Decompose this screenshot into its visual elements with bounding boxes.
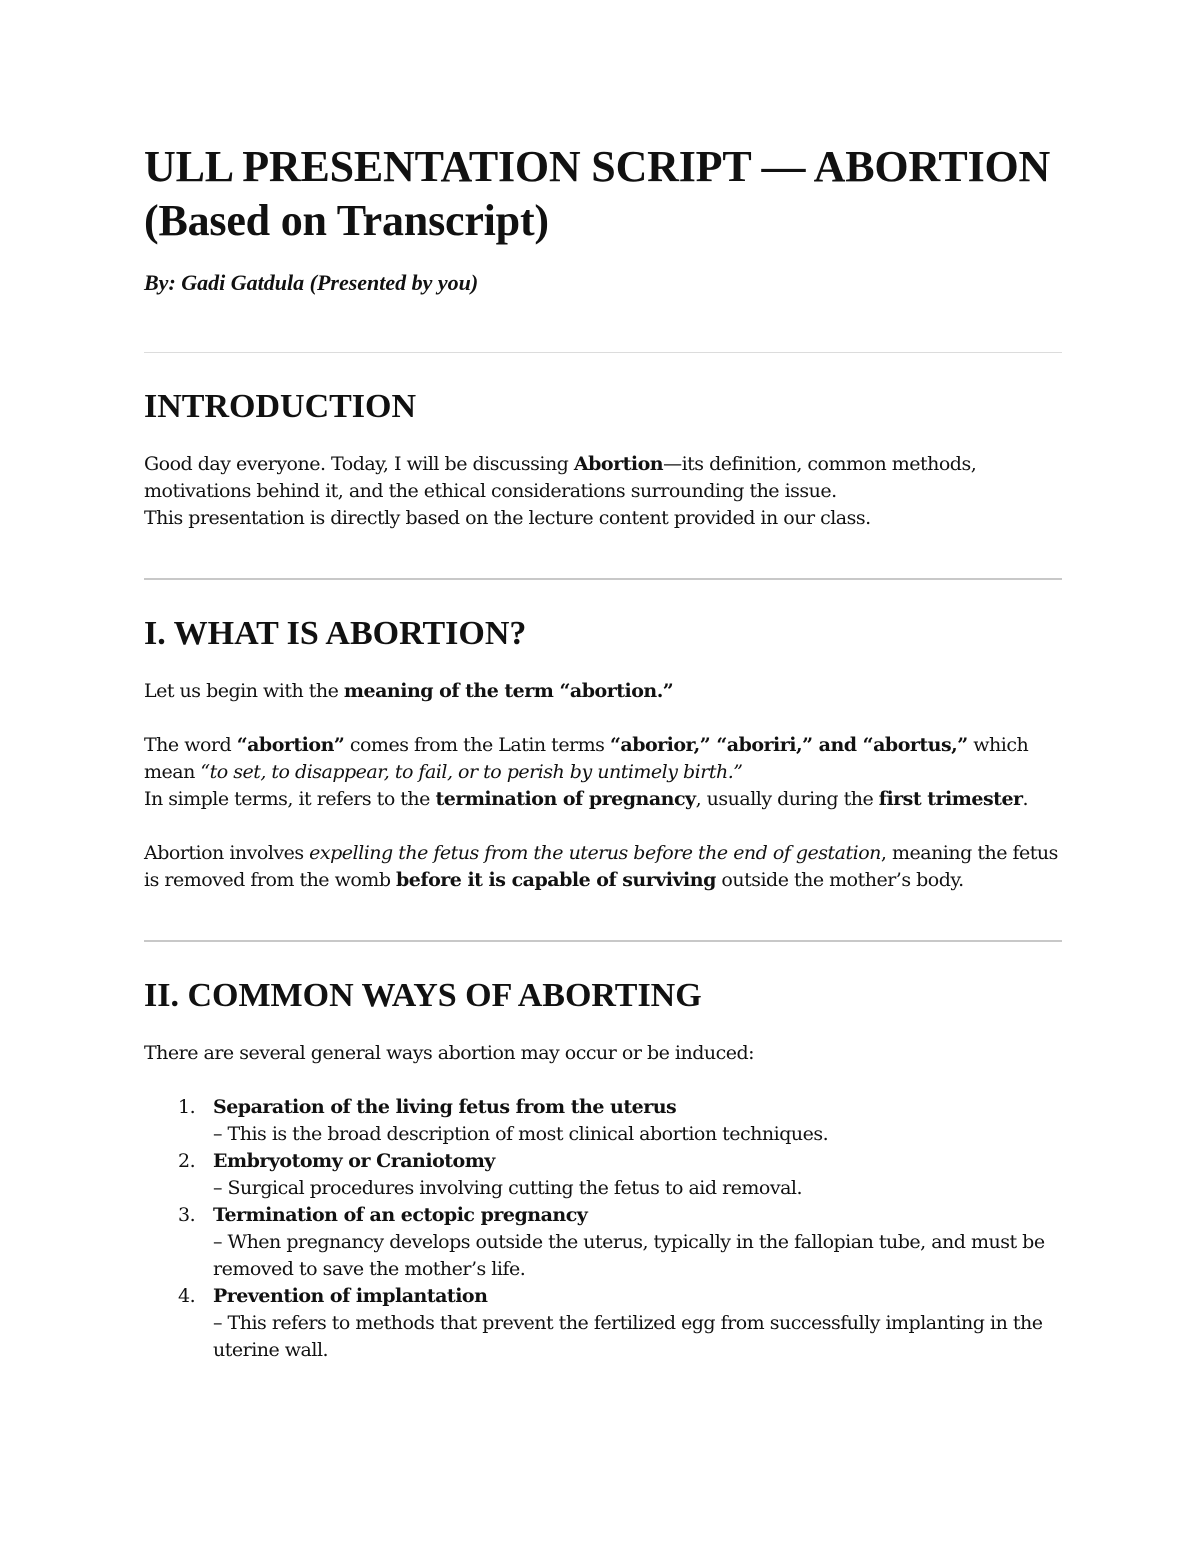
text-span: comes from the Latin terms	[344, 734, 610, 756]
list-item	[144, 1094, 1062, 1148]
list-item-title: Termination of an ectopic pregnancy	[213, 1204, 588, 1226]
bold-text: first trimester	[878, 788, 1023, 810]
paragraph	[144, 451, 1062, 532]
paragraph: There are several general ways abortion may occur or be induced:	[144, 1042, 755, 1064]
divider	[144, 940, 1062, 942]
list-item-description: – This refers to methods that prevent the fertilized egg from successfully implanting in the uterine wall.	[213, 1312, 1043, 1361]
document-page	[144, 140, 1062, 1364]
text-span: The word	[144, 734, 237, 756]
text-span: —its definition, common methods, motivations behind it, and the ethical considerations surrounding the issue.	[144, 453, 977, 502]
section-heading: II. COMMON WAYS OF ABORTING	[144, 977, 702, 1014]
text-span: , usually during the	[695, 788, 879, 810]
list-number: 3.	[178, 1204, 196, 1226]
divider	[144, 578, 1062, 580]
byline: By: Gadi Gatdula (Presented by you)	[144, 270, 479, 295]
list-item	[144, 1202, 1062, 1283]
section-common-ways	[144, 976, 1062, 1364]
bold-text: before it is capable of surviving	[396, 869, 716, 891]
bold-text: Abortion	[573, 453, 664, 475]
methods-list	[144, 1094, 1062, 1364]
bold-text: “abortion”	[236, 734, 345, 756]
section-introduction	[144, 387, 1062, 532]
list-item	[144, 1283, 1062, 1364]
list-number: 4.	[178, 1285, 196, 1307]
list-item-description: – This is the broad description of most clinical abortion techniques.	[213, 1123, 829, 1145]
section-what-is-abortion	[144, 614, 1062, 894]
italic-text: “to set, to disappear, to fail, or to perish by untimely birth.”	[200, 761, 743, 783]
text-span: Abortion involves	[144, 842, 310, 864]
section-heading: I. WHAT IS ABORTION?	[144, 615, 527, 652]
section-heading: INTRODUCTION	[144, 388, 417, 425]
italic-text: expelling the fetus from the uterus before the end of gestation	[309, 842, 881, 864]
text-span: Good day everyone. Today, I will be discussing	[144, 453, 574, 475]
list-item-title: Separation of the living fetus from the uterus	[213, 1096, 677, 1118]
list-item-description: – Surgical procedures involving cutting the fetus to aid removal.	[213, 1177, 803, 1199]
bold-text: “aborior,” “aboriri,” and “abortus,”	[609, 734, 968, 756]
text-span: outside the mother’s body.	[715, 869, 964, 891]
paragraph	[144, 732, 1062, 813]
text-span: Let us begin with the	[144, 680, 344, 702]
list-item-title: Embryotomy or Craniotomy	[213, 1150, 495, 1172]
paragraph	[144, 678, 1062, 705]
list-item-title: Prevention of implantation	[213, 1285, 488, 1307]
paragraph	[144, 840, 1062, 894]
list-item	[144, 1148, 1062, 1202]
text-span: which mean	[144, 734, 1029, 783]
list-item-description: – When pregnancy develops outside the uterus, typically in the fallopian tube, and must be removed to save the mother’s life.	[213, 1231, 1045, 1280]
text-span: .	[1022, 788, 1029, 810]
text-span: In simple terms, it refers to the	[144, 788, 436, 810]
document-title: ULL PRESENTATION SCRIPT — ABORTION (Based on Transcript)	[144, 142, 1051, 245]
text-span: This presentation is directly based on the lecture content provided in our class.	[144, 507, 871, 529]
list-number: 2.	[178, 1150, 196, 1172]
text-span: , meaning the fetus is removed from the womb	[144, 842, 1058, 891]
divider	[144, 352, 1062, 353]
list-number: 1.	[178, 1096, 196, 1118]
bold-text: termination of pregnancy	[435, 788, 696, 810]
bold-text: meaning of the term “abortion.”	[343, 680, 674, 702]
